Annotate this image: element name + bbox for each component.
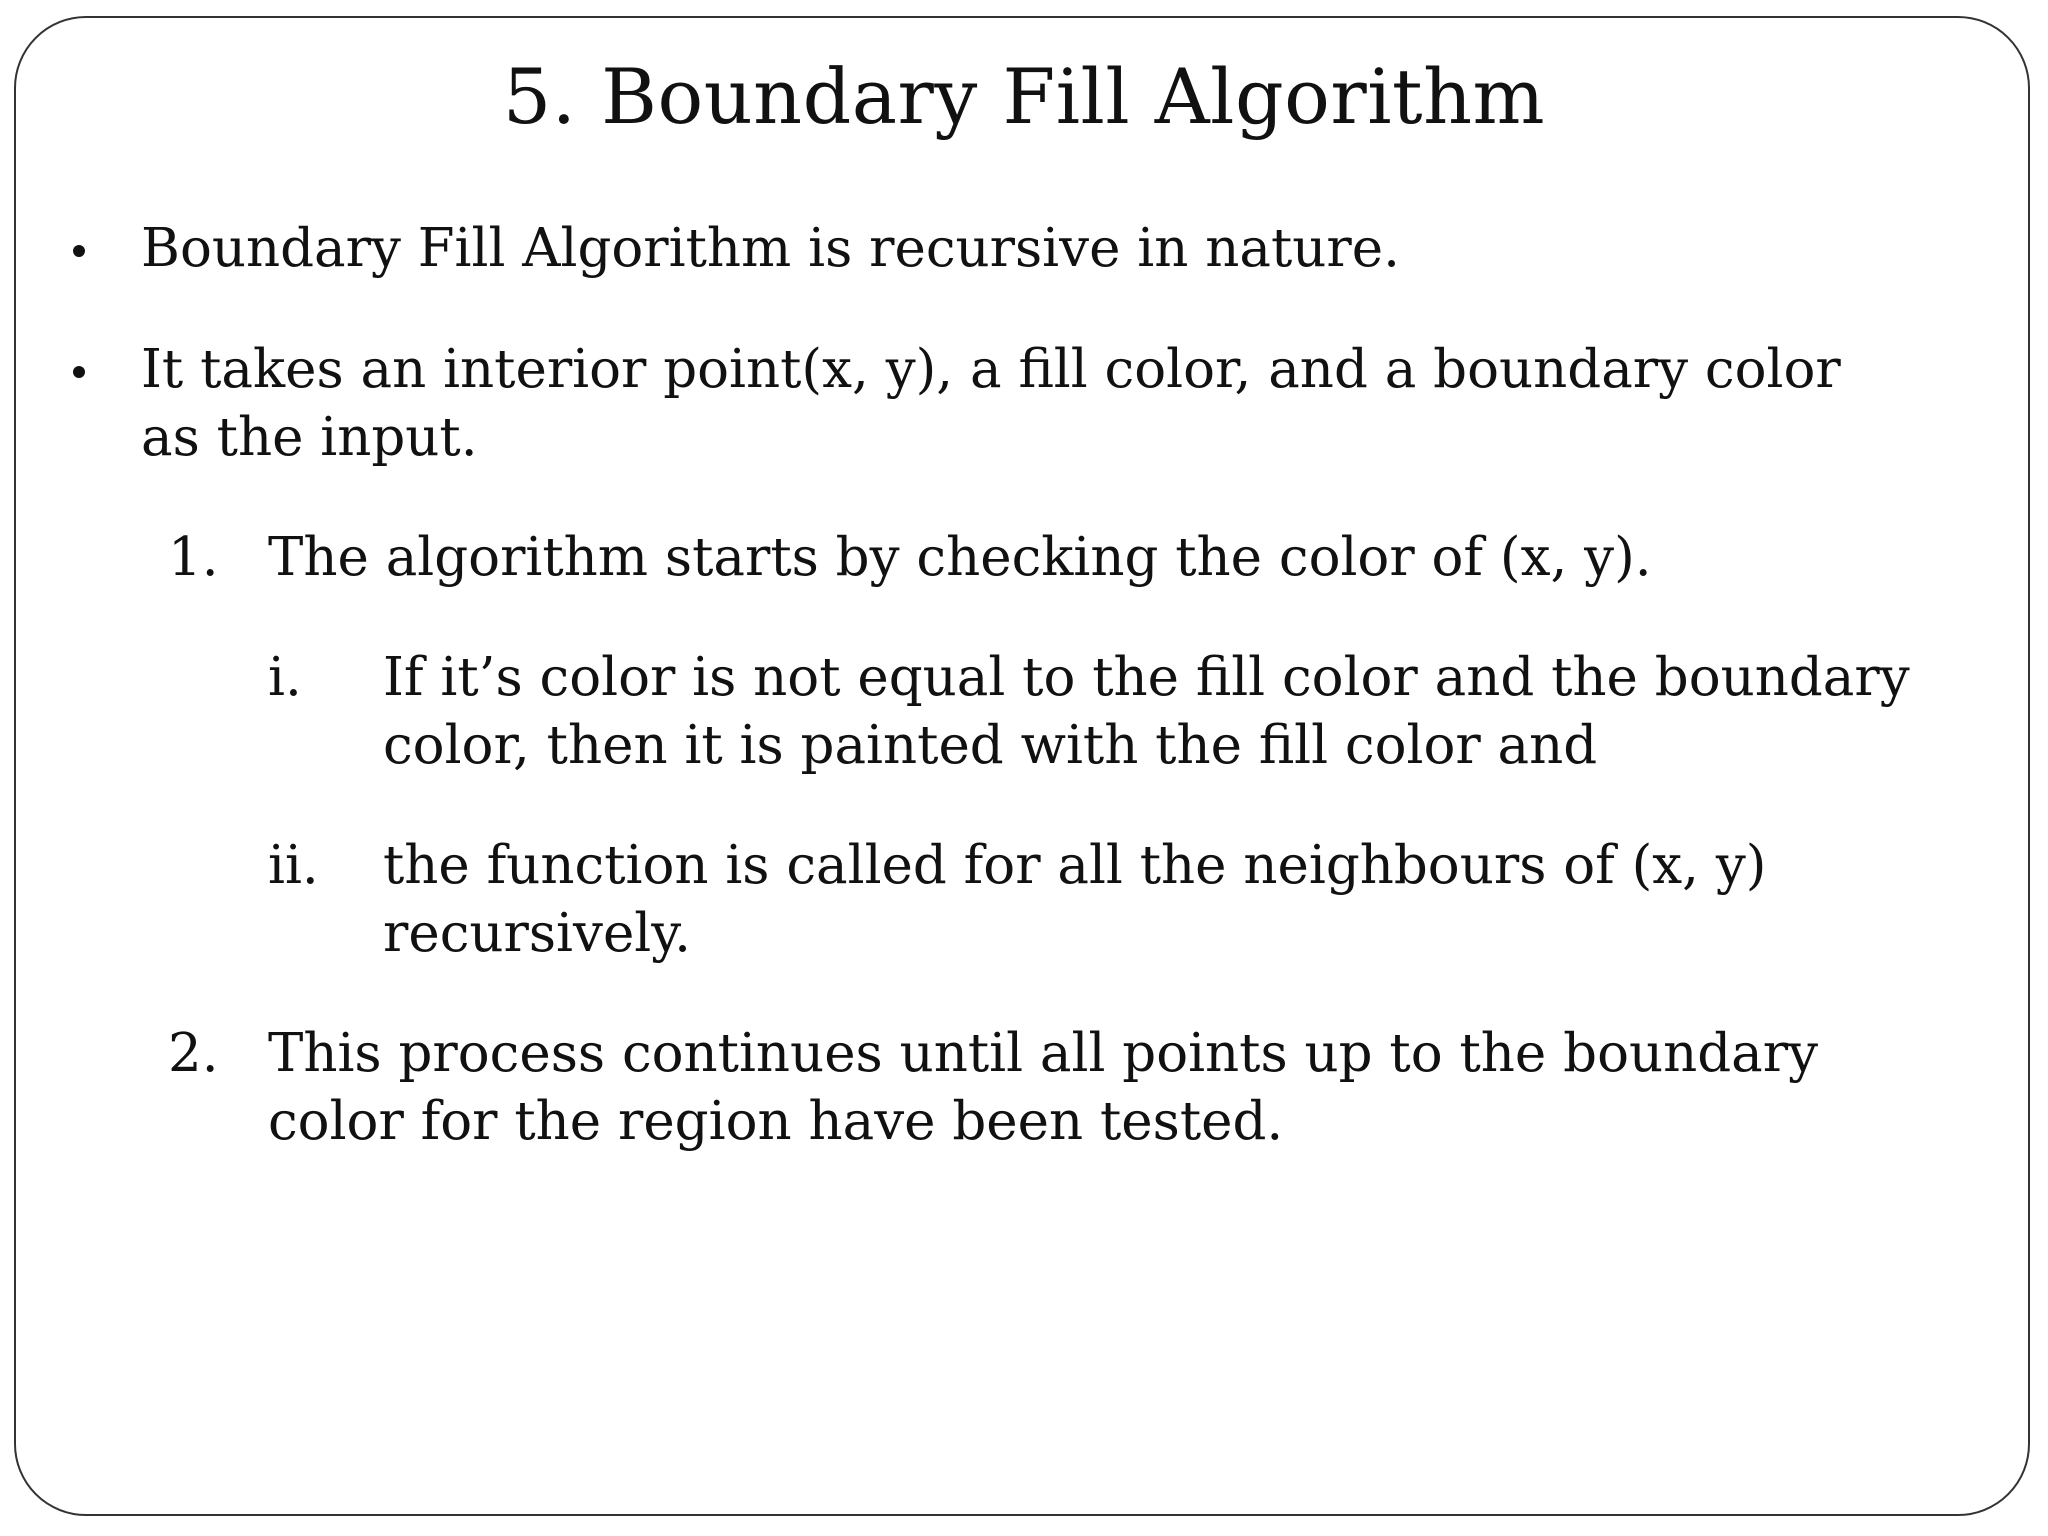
substep-text-line: If it’s color is not equal to the fill color and the boundary	[383, 647, 1910, 708]
substep-text-line: color, then it is painted with the fill color and	[383, 715, 1598, 776]
substep-text-line: the function is called for all the neighbours of (x, y)	[383, 835, 1767, 896]
bullet-marker	[73, 245, 85, 257]
step-number: 1.	[168, 527, 219, 588]
step-text-line: This process continues until all points up to the boundary	[268, 1023, 1819, 1084]
bullet-marker	[73, 366, 85, 378]
step-text-line: color for the region have been tested.	[268, 1091, 1284, 1152]
slide-title: 5. Boundary Fill Algorithm	[502, 52, 1546, 141]
bullet-text: Boundary Fill Algorithm is recursive in nature.	[141, 218, 1400, 279]
substep-text-line: recursively.	[383, 903, 692, 964]
step-number: 2.	[168, 1023, 219, 1084]
bullet-text-line: It takes an interior point(x, y), a fill color, and a boundary color	[141, 339, 1841, 400]
substep-numeral: i.	[268, 647, 302, 708]
step-text: The algorithm starts by checking the color of (x, y).	[268, 527, 1652, 588]
bullet-text-line: as the input.	[141, 407, 478, 468]
substep-numeral: ii.	[268, 835, 319, 896]
